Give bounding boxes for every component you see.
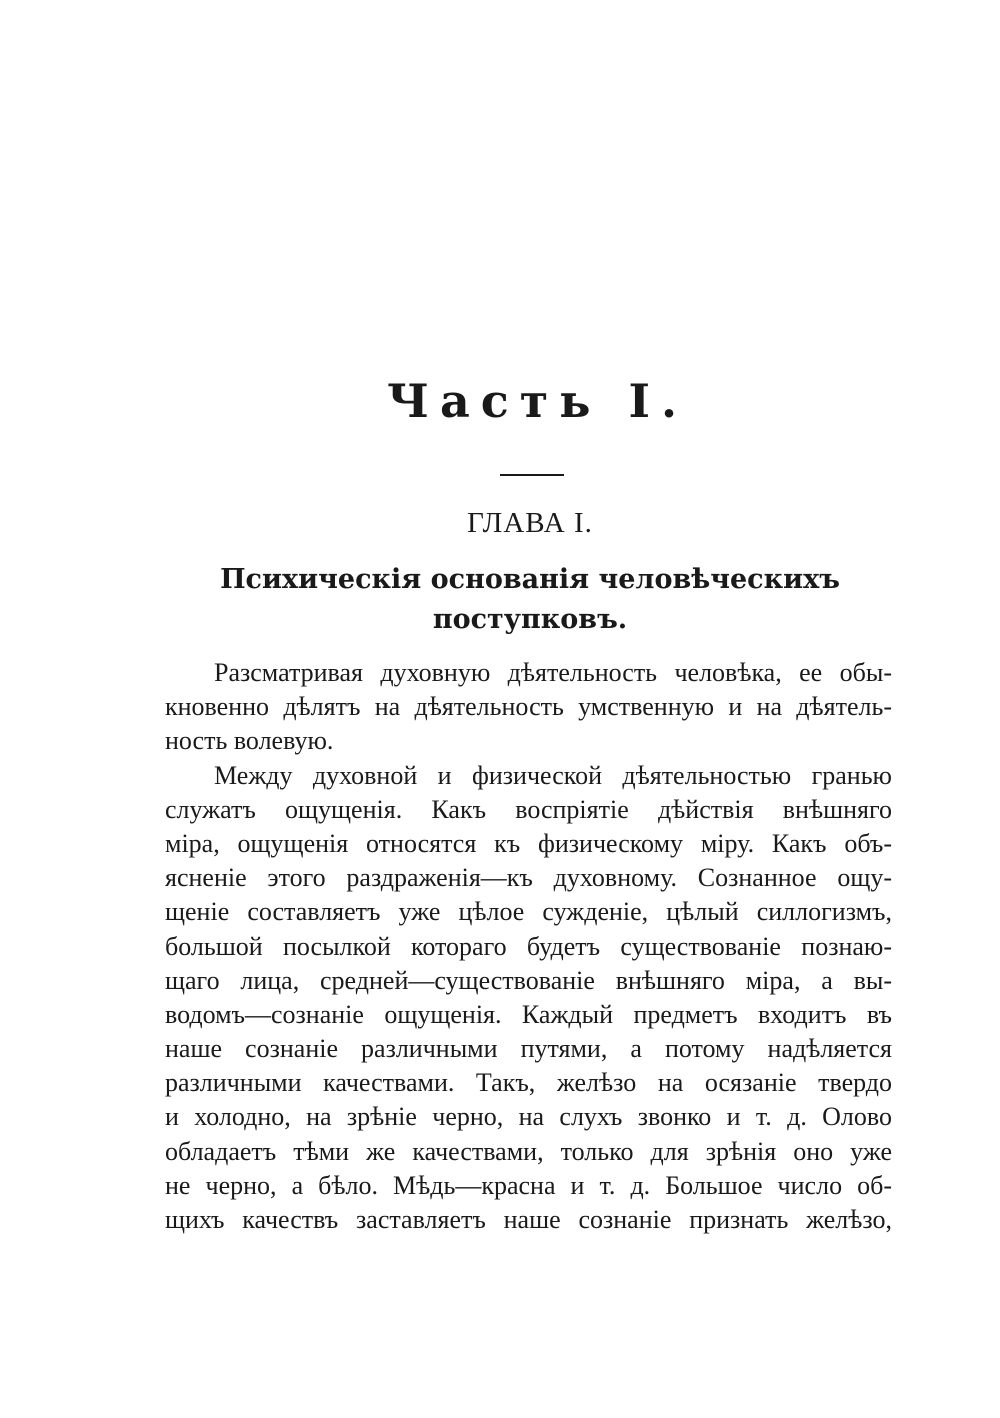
chapter-title-line-1: Психическія основанія человѣческихъ bbox=[220, 564, 840, 595]
text-line: кновенно дѣлятъ на дѣятельность умственную и на дѣятель- bbox=[165, 692, 892, 722]
text-line: наше сознаніе различными путями, а потому надѣляется bbox=[165, 1034, 892, 1064]
title-divider bbox=[500, 474, 564, 476]
chapter-label: ГЛАВА I. bbox=[467, 507, 593, 539]
text-line: водомъ—сознаніе ощущенія. Каждый предметъ входитъ въ bbox=[165, 999, 892, 1029]
text-line: ясненіе этого раздраженія—къ духовному. Сознанное ощу- bbox=[165, 863, 892, 893]
text-line: щаго лица, средней—существованіе внѣшняго міра, а вы- bbox=[165, 965, 892, 995]
text-line: и холодно, на зрѣніе черно, на слухъ звонко и т. д. Олово bbox=[165, 1102, 892, 1132]
text-line: различными качествами. Такъ, желѣзо на осязаніе твердо bbox=[165, 1068, 892, 1098]
text-line: служатъ ощущенія. Какъ воспріятіе дѣйствія внѣшняго bbox=[165, 794, 892, 824]
paragraph-2 bbox=[165, 759, 892, 1238]
text-line: Разсматривая духовную дѣятельность человѣка, ее обы- bbox=[214, 658, 892, 687]
part-title: Часть I. bbox=[386, 374, 689, 428]
text-line: большой посылкой котораго будетъ существованіе познаю- bbox=[165, 931, 892, 961]
text-line: обладаетъ тѣми же качествами, только для зрѣнія оно уже bbox=[165, 1136, 892, 1166]
text-line: ность волевую. bbox=[165, 726, 334, 756]
text-line: щихъ качествъ заставляетъ наше сознаніе признать желѣзо, bbox=[165, 1205, 892, 1234]
chapter-title bbox=[180, 560, 880, 640]
text-line: не черно, а бѣло. Мѣдь—красна и т. д. Большое число об- bbox=[165, 1170, 892, 1200]
body-text bbox=[165, 656, 892, 1237]
text-line: щеніе составляетъ уже цѣлое сужденіе, цѣлый силлогизмъ, bbox=[165, 897, 892, 927]
text-line: міра, ощущенія относятся къ физическому міру. Какъ объ- bbox=[165, 828, 892, 858]
text-line: Между духовной и физической дѣятельностью гранью bbox=[214, 760, 892, 790]
paragraph-1 bbox=[165, 656, 892, 759]
chapter-title-line-2: поступковъ. bbox=[432, 604, 628, 635]
